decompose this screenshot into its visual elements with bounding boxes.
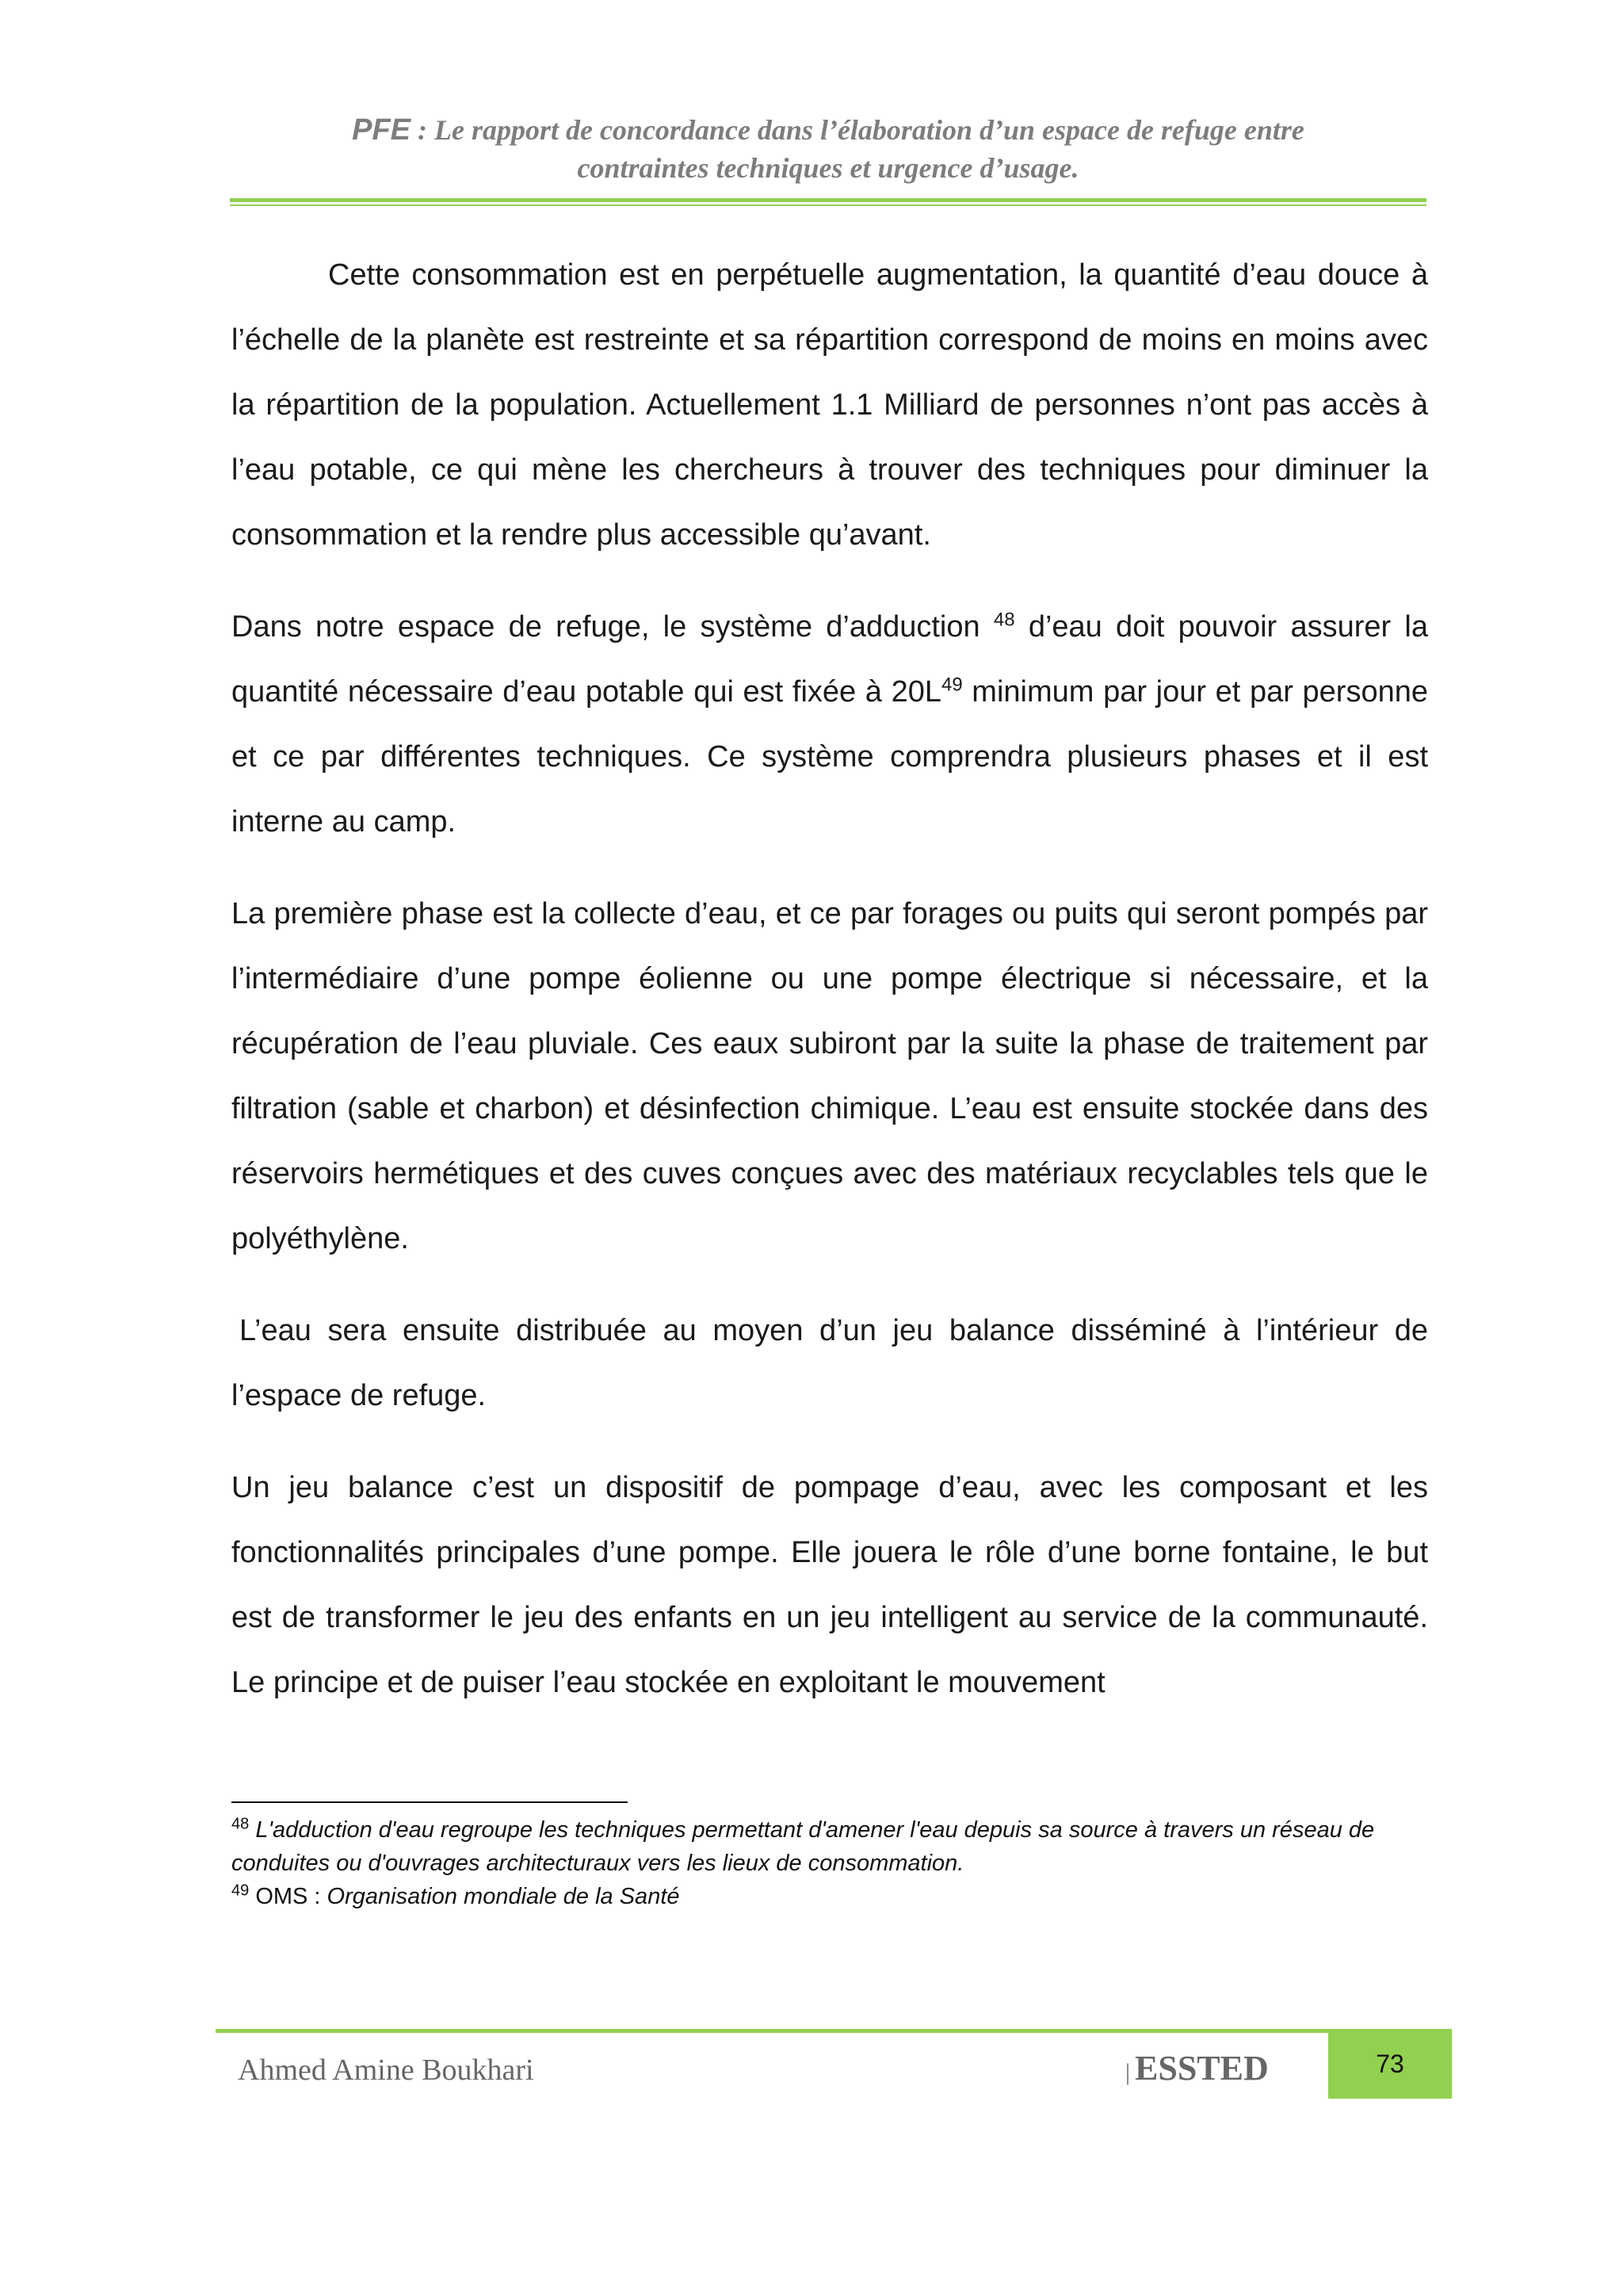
paragraph-distribution: L’eau sera ensuite distribuée au moyen d’un jeu balance disséminé à l’intérieur de l’espace de refuge. [231, 1314, 1428, 1412]
footnote-48 [231, 1813, 1428, 1880]
header-divider [230, 198, 1426, 202]
header-divider-thin [230, 204, 1426, 206]
footnote-text: Organisation mondiale de la Santé [327, 1884, 680, 1909]
footer-divider [216, 2029, 1452, 2033]
footnote-separator [231, 1801, 628, 1803]
footnote-number: 49 [231, 1881, 250, 1900]
page-number: 73 [1376, 2050, 1404, 2078]
header-line-1 [230, 111, 1426, 149]
footnote-text: L'adduction d'eau regroupe les techniques permettant d'amener l'eau depuis sa source à travers un réseau de conduites ou d'ouvrages architecturaux vers les lieux de consommation. [231, 1817, 1375, 1876]
footnotes [231, 1813, 1428, 1913]
page-number-box [1328, 2030, 1452, 2099]
paragraph-adduction-part-2: d’eau doit pouvoir assurer la quantité nécessaire d’eau potable qui est fixée à 20L [231, 610, 1428, 709]
footer-separator: | [1125, 2059, 1131, 2085]
header-pfe-label: PFE [352, 113, 411, 147]
footnote-49 [231, 1880, 1428, 1913]
paragraph-jeu-balance: Un jeu balance c’est un dispositif de pompage d’eau, avec les composant et les fonctionnalités principales d’une pompe. Elle jouera le rôle d’une borne fontaine, le but est de transformer le jeu des enfants en un jeu intelligent au service de la communauté. Le principe et de puiser l’eau stockée en exploitant le mouvement [231, 1471, 1428, 1699]
paragraph-adduction-part-1: Dans notre espace de refuge, le système d’adduction [231, 610, 994, 644]
footer-institution-name: ESSTED [1135, 2049, 1269, 2088]
footer-author: Ahmed Amine Boukhari [238, 2053, 534, 2087]
running-header [230, 111, 1426, 187]
paragraph-collection: La première phase est la collecte d’eau, et ce par forages ou puits qui seront pompés par l’intermédiaire d’une pompe éolienne ou une pompe électrique si nécessaire, et la récupération de l’eau pluviale. Ces eaux subiront par la suite la phase de traitement par filtration (sable et charbon) et désinfection chimique. L’eau est ensuite stockée dans des réservoirs hermétiques et des cuves conçues avec des matériaux recyclables tels que le polyéthylène. [231, 897, 1428, 1255]
footer-institution [1125, 2048, 1269, 2088]
paragraph-adduction-part-3: minimum par jour et par personne et ce par différentes techniques. Ce système comprendra plusieurs phases et il est interne au camp. [231, 675, 1428, 839]
paragraph-adduction [231, 594, 1428, 854]
footnote-prefix: OMS : [255, 1884, 327, 1909]
paragraph-consumption: Cette consommation est en perpétuelle augmentation, la quantité d’eau douce à l’échelle de la planète est restreinte et sa répartition correspond de moins en moins avec la répartition de la population. Actuellement 1.1 Milliard de personnes n’ont pas accès à l’eau potable, ce qui mène les chercheurs à trouver des techniques pour diminuer la consommation et la rendre plus accessible qu’avant. [231, 258, 1428, 552]
footnote-ref-49: 49 [941, 674, 963, 696]
main-text [231, 243, 1428, 1742]
footnote-number: 48 [231, 1815, 250, 1833]
header-title-part-1: : Le rapport de concordance dans l’élaboration d’un espace de refuge entre [411, 114, 1304, 146]
header-title-part-2: contraintes techniques et urgence d’usage. [577, 152, 1079, 184]
footnote-ref-48: 48 [993, 609, 1015, 631]
